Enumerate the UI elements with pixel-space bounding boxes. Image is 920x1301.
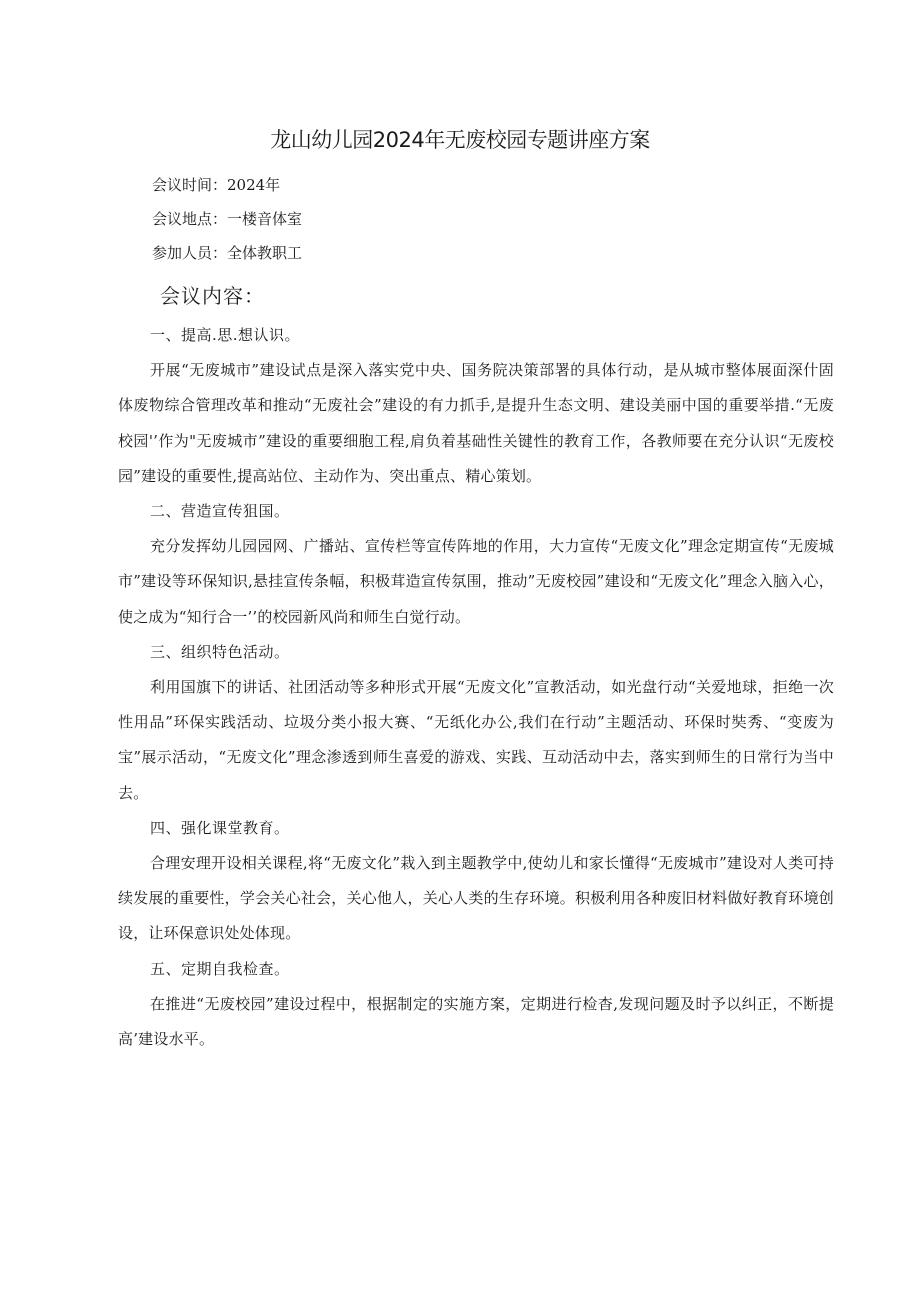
document-title: 龙山幼儿园2024年无废校园专题讲座方案 xyxy=(270,128,650,152)
section-4-body: 合理安理开设相关课程,将“无废文化”栽入到主题教学中,使幼儿和家长懂得“无废城市”建设对人类可持续发展的重要性，学会关心社会，关心他人，关心人类的生存环境。积极利用各种废旧材料做好教育环境创设，让环保意识处处体现。 xyxy=(118,854,834,943)
section-3-body: 利用国旗下的讲话、社团活动等多种形式开展“无废文化”宣教活动，如光盘行动“关爱地球，拒绝一次性用品”环保实践活动、垃圾分类小报大赛、“无纸化办公,我们在行动”主题活动、环保时奘秀、“变废为宝”展示活动，“无废文化”理念渗透到师生喜爱的游戏、实践、互动活动中去，落实到师生的日常行为当中去。 xyxy=(118,678,834,802)
section-2-body: 充分发挥幼儿园园网、广播站、宣传栏等宣传阵地的作用，大力宣传“无废文化”理念定期宣传“无废城市”建设等环保知识,悬挂宣传条幅，积极茸造宣传氛围，推动”无废校园”建设和“无废文化”理念入脑入心，使之成为“知行合一’’的校园新风尚和师生白觉行动。 xyxy=(118,537,834,626)
section-4-heading: 四、强化课堂教育。 xyxy=(150,818,290,837)
section-1-heading: 一、提高.思.想认识。 xyxy=(150,326,301,344)
section-5-body: 在推进“无废校园”建设过程中，根据制定的实施方案，定期进行检杳,发现问题及时予以纠正，不断提高’建设水平。 xyxy=(118,994,834,1049)
meeting-time: 会议时间：2024年 xyxy=(152,176,281,194)
section-2-heading: 二、营造宣传狙国。 xyxy=(150,502,290,521)
section-3-heading: 三、组织特色活动。 xyxy=(150,642,290,661)
meeting-attendees: 参加人员：全体教职工 xyxy=(152,244,303,262)
meeting-location: 会议地点：一楼音体室 xyxy=(152,210,303,228)
content-heading: 会议内容： xyxy=(160,284,265,308)
section-5-heading: 五、定期自我检查。 xyxy=(150,959,290,978)
section-1-body: 开展“无废城市”建设试点是深入落实党中央、国务院决策部署的具体行动，是从城市整体展面深什固体废物综合管理改革和推动“无废社会”建设的有力抓手,是提升生态文明、建设美丽中国的重要举措.“无废校园'’作为"无废城市”建设的重要细胞工程,肩负着基础性关键性的教育工作，各教师要在充分认识“无废校园”建设的重要性,提高站位、主动作为、突出重点、精心策划。 xyxy=(118,361,834,485)
document-body xyxy=(118,318,834,1057)
